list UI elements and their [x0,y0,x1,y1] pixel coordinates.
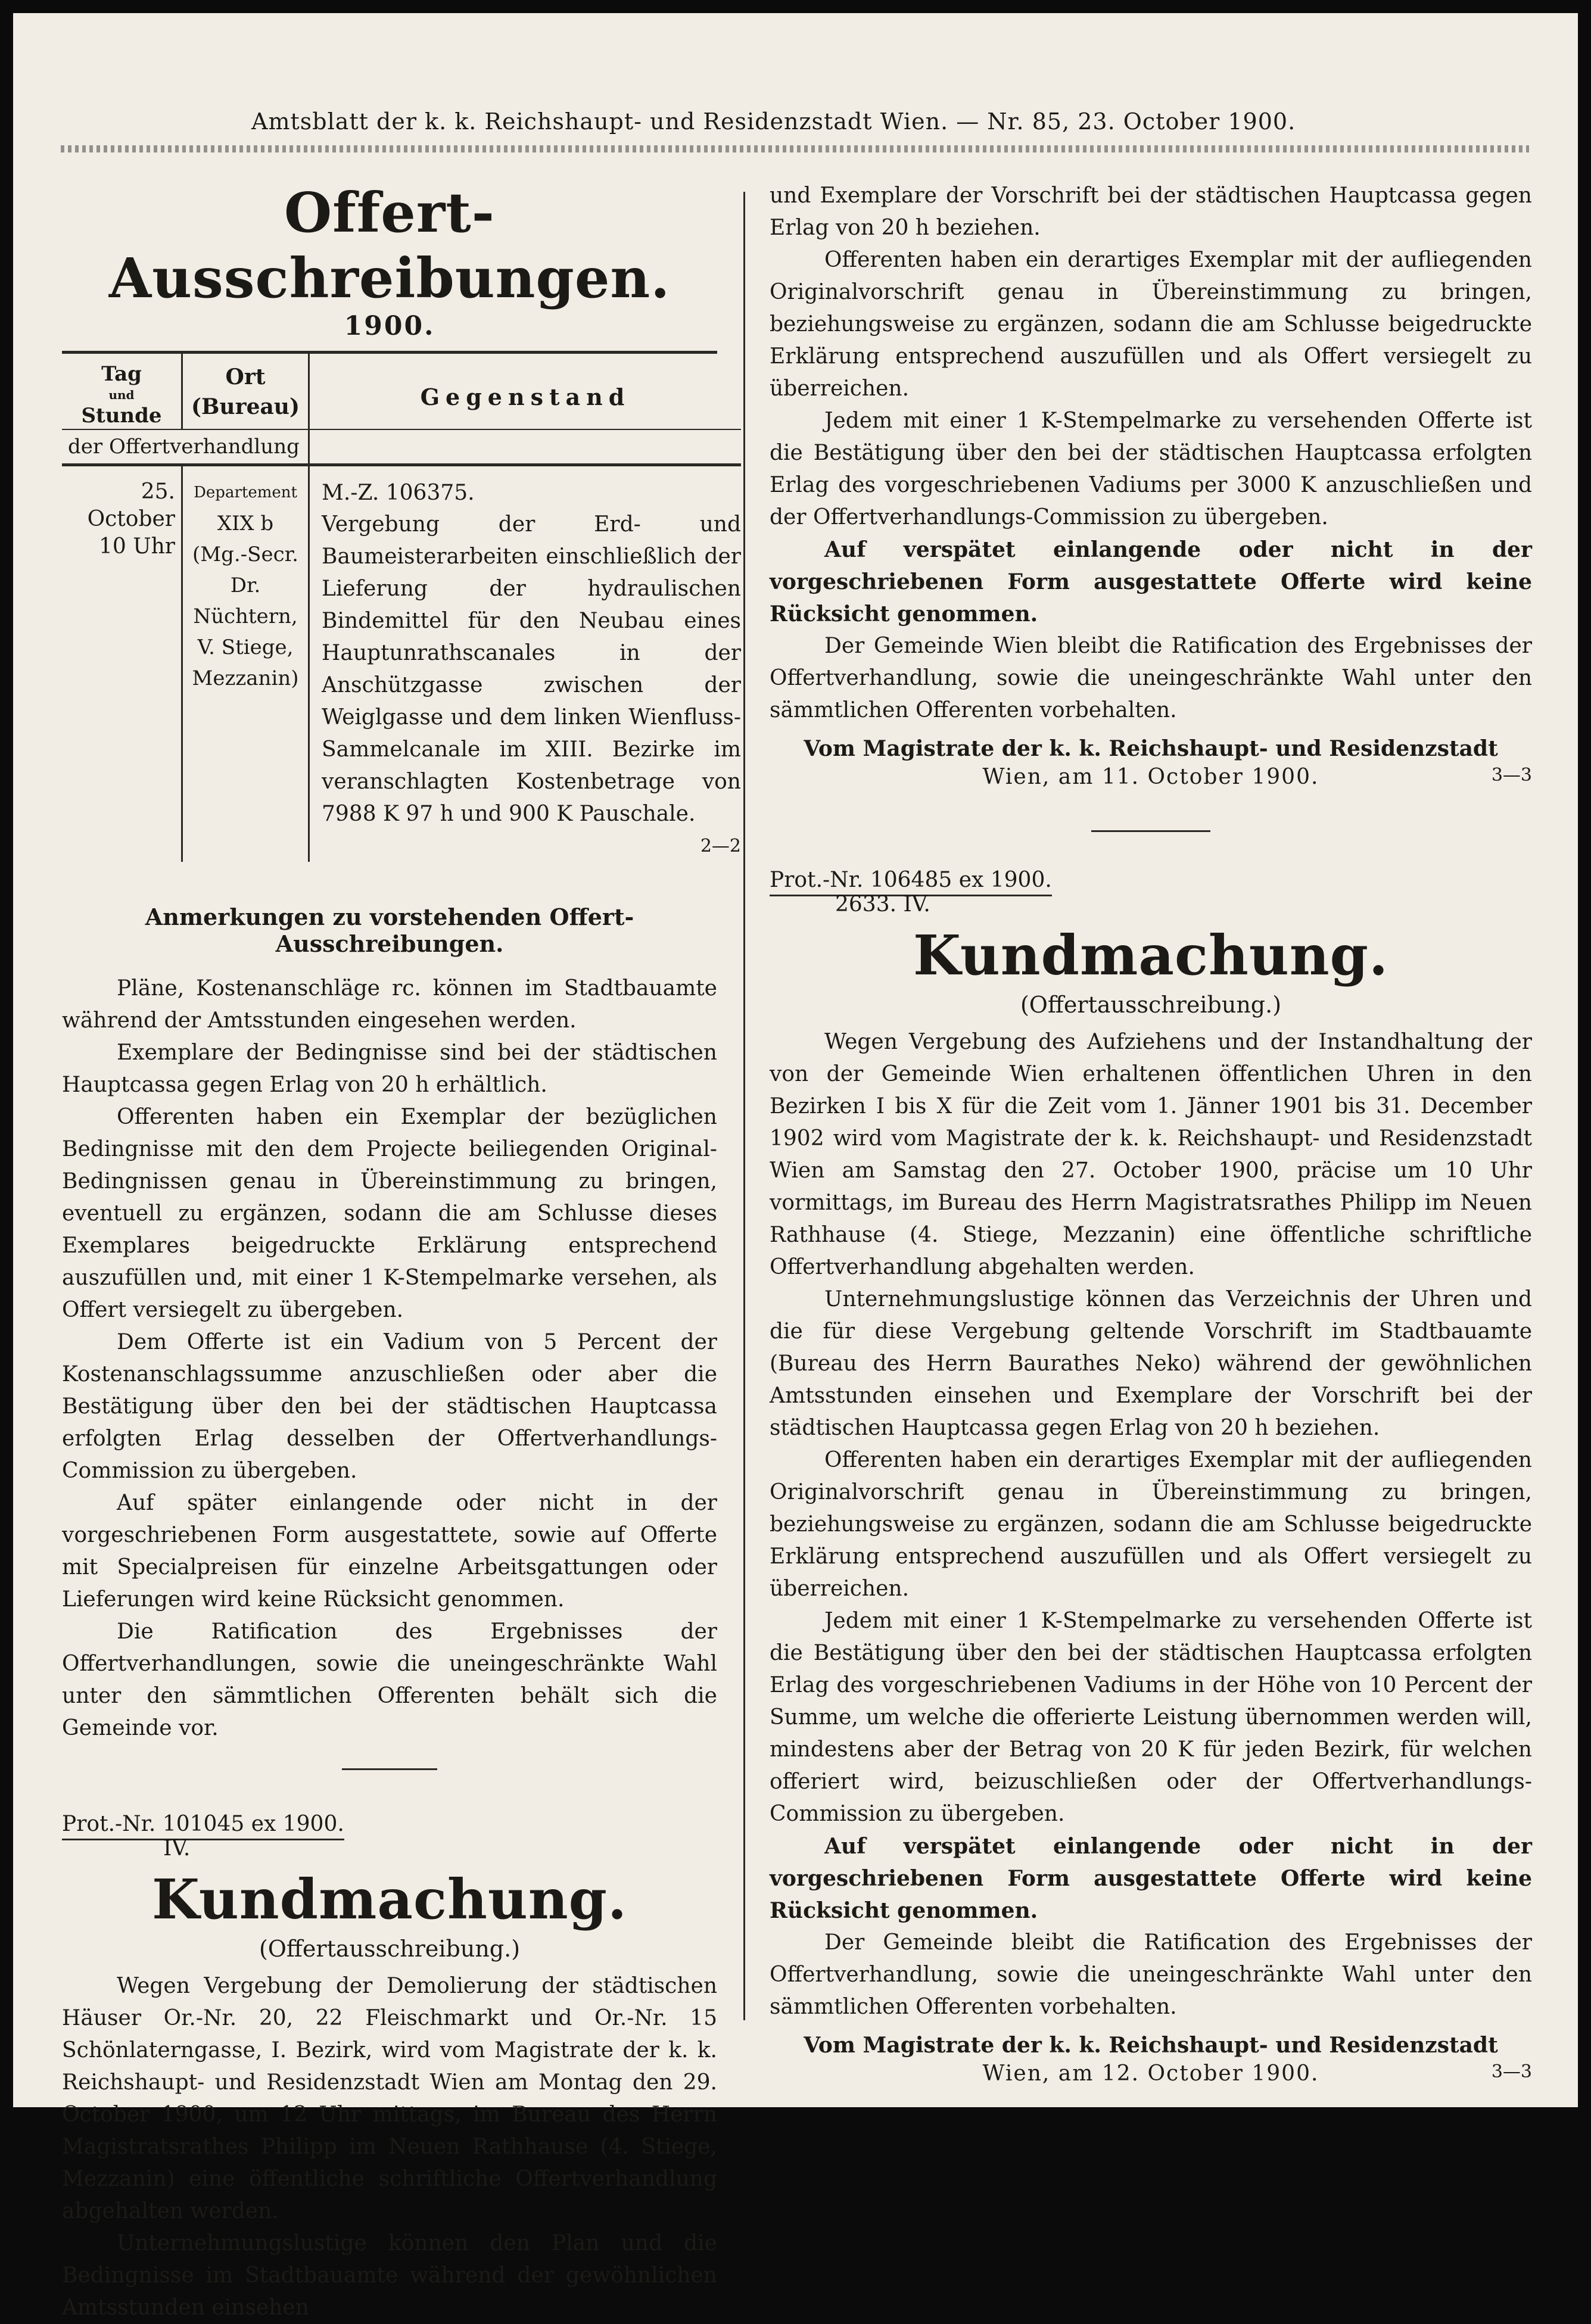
kundmachung-paragraph: Wegen Vergebung der Demolierung der städtischen Häuser Or.-Nr. 20, 22 Fleischmarkt und Or.-Nr. 15 Schönlaterngasse, I. Bezirk, wird vom Magistrate der k. k. Reichshaupt- und Residenzstadt Wien am Montag den 29. October 1900, um 12 Uhr mittags, im Bureau des Herrn Magistratsrathes Philipp im Neuen Rathhause (4. Stiege, Mezzanin) eine öffentliche schriftliche Offertverhandlung abgehalten werden. [62,1974,717,2223]
row-subject [309,466,742,862]
table-row [62,466,741,862]
kundmachung-paragraph: Der Gemeinde bleibt die Ratification des Ergebnisses der Offertverhandlung, sowie die uneingeschränkte Wahl unter den sämmtlichen Offerenten vorbehalten. [770,1930,1532,2019]
continuation-paragraph: Offerenten haben ein derartiges Exemplar mit der aufliegenden Originalvorschrift genau in Übereinstimmung zu bringen, beziehungsweise zu ergänzen, sodann die am Schlusse beigedruckte Erklärung entsprechend auszufüllen und als Offert versiegelt zu überreichen. [770,248,1532,401]
prot-number [770,868,1532,892]
section-divider [342,1768,437,1770]
prot-number [62,1812,717,1836]
col-place-ort: Ort [225,365,266,390]
continuation-paragraph: Jedem mit einer 1 K-Stempelmarke zu versehenden Offerte ist die Bestätigung über den bei der städtischen Hauptcassa erfolgten Erlag des vorgeschriebenen Vadiums per 3000 K anzuschließen und der Offertverhandlungs-Commission zu übergeben. [770,409,1532,529]
col-place-header [182,354,309,429]
signature-number: 3—3 [1491,2061,1532,2082]
col-date-tag: Tag [101,362,142,386]
left-column [62,180,741,2324]
col-date-header [62,354,182,429]
kundmachung-paragraph: Unternehmungslustige können den Plan und die Bedingnisse im Stadtbauamte während der gewöhnlichen Amtsstunden einsehen [62,2231,717,2320]
row-place-xixb: XIX b [217,512,274,535]
row-place-dept: Departement [194,484,297,501]
row-date-hour: 10 Uhr [99,534,175,559]
row-ref: M.-Z. 106375. [322,481,475,505]
signature-number: 3—3 [1491,765,1532,786]
row-place-stiege: V. Stiege, [197,635,294,659]
signature-authority: Vom Magistrate der k. k. Reichshaupt- und Residenzstadt [804,2033,1498,2058]
page-header: Amtsblatt der k. k. Reichshaupt- und Residenzstadt Wien. — Nr. 85, 23. October 1900. [251,108,1296,135]
prot-sub: IV. [163,1836,191,1861]
section-divider [1091,830,1210,832]
row-text: Vergebung der Erd- und Baumeisterarbeiten einschließlich der Lieferung der hydraulischen Bindemittel für den Neubau eines Hauptunrathscanales in der Anschützgasse zwischen der Weiglgasse und dem linken Wienfluss-Sammelcanale im XIII. Bezirke im veranschlagten Kostenbetrage von 7988 K 97 h und 900 K Pauschale. [322,512,741,826]
prot-number-text: Prot.-Nr. 106485 ex 1900. [770,868,1052,896]
col-date-und: und [108,388,135,402]
row-place [182,466,309,862]
offers-title: Offert-Ausschreibungen. [108,180,671,310]
kundmachung-title: Kundmachung. [151,1867,628,1932]
offer-table [62,354,741,862]
note-paragraph: Offerenten haben ein Exemplar der bezüglichen Bedingnisse mit den dem Projecte beiliegenden Original-Bedingnissen genau in Übereinstimmung zu bringen, eventuell zu ergänzen, sodann die am Schlusse dieses Exemplares beigedruckte Erklärung entsprechend auszufüllen und, mit einer 1 K-Stempelmarke versehen, als Offert versiegelt zu übergeben. [62,1105,717,1322]
row-place-dr: Dr. [230,574,261,597]
row-place-mezzanin: Mezzanin) [192,666,299,690]
table-subheader: der Offertverhandlung [62,429,309,463]
signature-date: Wien, am 11. October 1900. [982,765,1319,789]
right-column [770,180,1532,2094]
col-date-stunde: Stunde [81,404,162,428]
prot-number-text: Prot.-Nr. 101045 ex 1900. [62,1812,344,1840]
note-paragraph: Dem Offerte ist ein Vadium von 5 Percent der Kostenanschlagssumme anzuschließen oder aber die Bestätigung über den bei der städtischen Hauptcassa erfolgten Erlag desselben der Offertverhandlungs-Commission zu übergeben. [62,1330,717,1483]
note-paragraph: Exemplare der Bedingnisse sind bei der städtischen Hauptcassa gegen Erlag von 20 h erhältlich. [62,1040,717,1097]
kundmachung-paragraph: Wegen Vergebung des Aufziehens und der Instandhaltung der von der Gemeinde Wien erhaltenen öffentlichen Uhren in den Bezirken I bis X für die Zeit vom 1. Jänner 1901 bis 31. December 1902 wird vom Magistrate der k. k. Reichshaupt- und Residenzstadt Wien am Samstag den 27. October 1900, präcise um 10 Uhr vormittags, im Bureau des Herrn Magistratsrathes Philipp im Neuen Rathhause (4. Stiege, Mezzanin) eine öffentliche schriftliche Offertverhandlung abgehalten werden. [770,1030,1532,1279]
header-divider [61,145,1529,152]
col-subject-header: Gegenstand [420,384,631,410]
prot-sub: 2633. IV. [835,892,930,917]
continuation-paragraph: Der Gemeinde Wien bleibt die Ratification des Ergebnisses der Offertverhandlung, sowie die uneingeschränkte Wahl unter den sämmtlichen Offerenten vorbehalten. [770,634,1532,722]
signature-date: Wien, am 12. October 1900. [982,2061,1319,2086]
column-divider [743,192,745,2020]
col-place-bureau: (Bureau) [191,394,300,419]
note-paragraph: Pläne, Kostenanschläge rc. können im Stadtbauamte während der Amtsstunden eingesehen werden. [62,976,717,1033]
kundmachung-paragraph: Offerenten haben ein derartiges Exemplar mit der aufliegenden Originalvorschrift genau in Übereinstimmung zu bringen, beziehungsweise zu ergänzen, sodann die am Schlusse beigedruckte Erklärung entsprechend auszufüllen und als Offert versiegelt zu überreichen. [770,1448,1532,1601]
note-paragraph: Die Ratification des Ergebnisses der Offertverhandlungen, sowie die uneingeschränkte Wahl unter den sämmtlichen Offerenten behält sich die Gemeinde vor. [62,1619,717,1740]
kundmachung-title: Kundmachung. [913,923,1389,987]
notes-list [62,973,717,1744]
kundmachung-paragraph: Jedem mit einer 1 K-Stempelmarke zu versehenden Offerte ist die Bestätigung über den bei der städtischen Hauptcassa erfolgten Erlag des vorgeschriebenen Vadiums in der Höhe von 10 Percent der Summe, um welche die offerierte Leistung übernommen werden will, mindestens aber der Betrag von 20 K für jeden Bezirk, für welchen offeriert wird, beizuschließen oder der Offertverhandlungs-Commission zu übergeben. [770,1609,1532,1826]
row-date [62,466,182,862]
kundmachung-paragraph: Unternehmungslustige können das Verzeichnis der Uhren und die für diese Vergebung geltende Vorschrift im Stadtbauamte (Bureau des Herrn Baurathes Neko) während der gewöhnlichen Amtsstunden einsehen und Exemplare der Vorschrift bei der städtischen Hauptcassa gegen Erlag von 20 h beziehen. [770,1287,1532,1440]
continuation-paragraph: Auf verspätet einlangende oder nicht in der vorgeschriebenen Form ausgestattete Offerte wird keine Rücksicht genommen. [770,537,1532,627]
row-number: 2—2 [700,836,741,856]
signature-line [770,765,1532,797]
kundmachung-paragraph: Auf verspätet einlangende oder nicht in der vorgeschriebenen Form ausgestattete Offerte wird keine Rücksicht genommen. [770,1834,1532,1923]
signature-authority: Vom Magistrate der k. k. Reichshaupt- und Residenzstadt [804,736,1498,761]
offers-year: 1900. [344,311,435,341]
note-paragraph: Auf später einlangende oder nicht in der vorgeschriebenen Form ausgestattete, sowie auf Offerte mit Specialpreisen für einzelne Arbeitsgattungen oder Lieferungen wird keine Rücksicht genommen. [62,1491,717,1612]
newspaper-page [13,13,1578,2320]
row-date-day: 25. October [87,479,175,531]
row-place-name: Nüchtern, [193,605,298,628]
row-place-secr: (Mg.-Secr. [192,543,298,566]
notes-title: Anmerkungen zu vorstehenden Offert-Ausschreibungen. [145,904,634,957]
kundmachung-subtitle: (Offertausschreibung.) [1020,992,1282,1018]
signature-line [770,2061,1532,2094]
continuation-paragraph: und Exemplare der Vorschrift bei der städtischen Hauptcassa gegen Erlag von 20 h beziehen. [770,183,1532,240]
kundmachung-subtitle: (Offertausschreibung.) [259,1936,521,1962]
